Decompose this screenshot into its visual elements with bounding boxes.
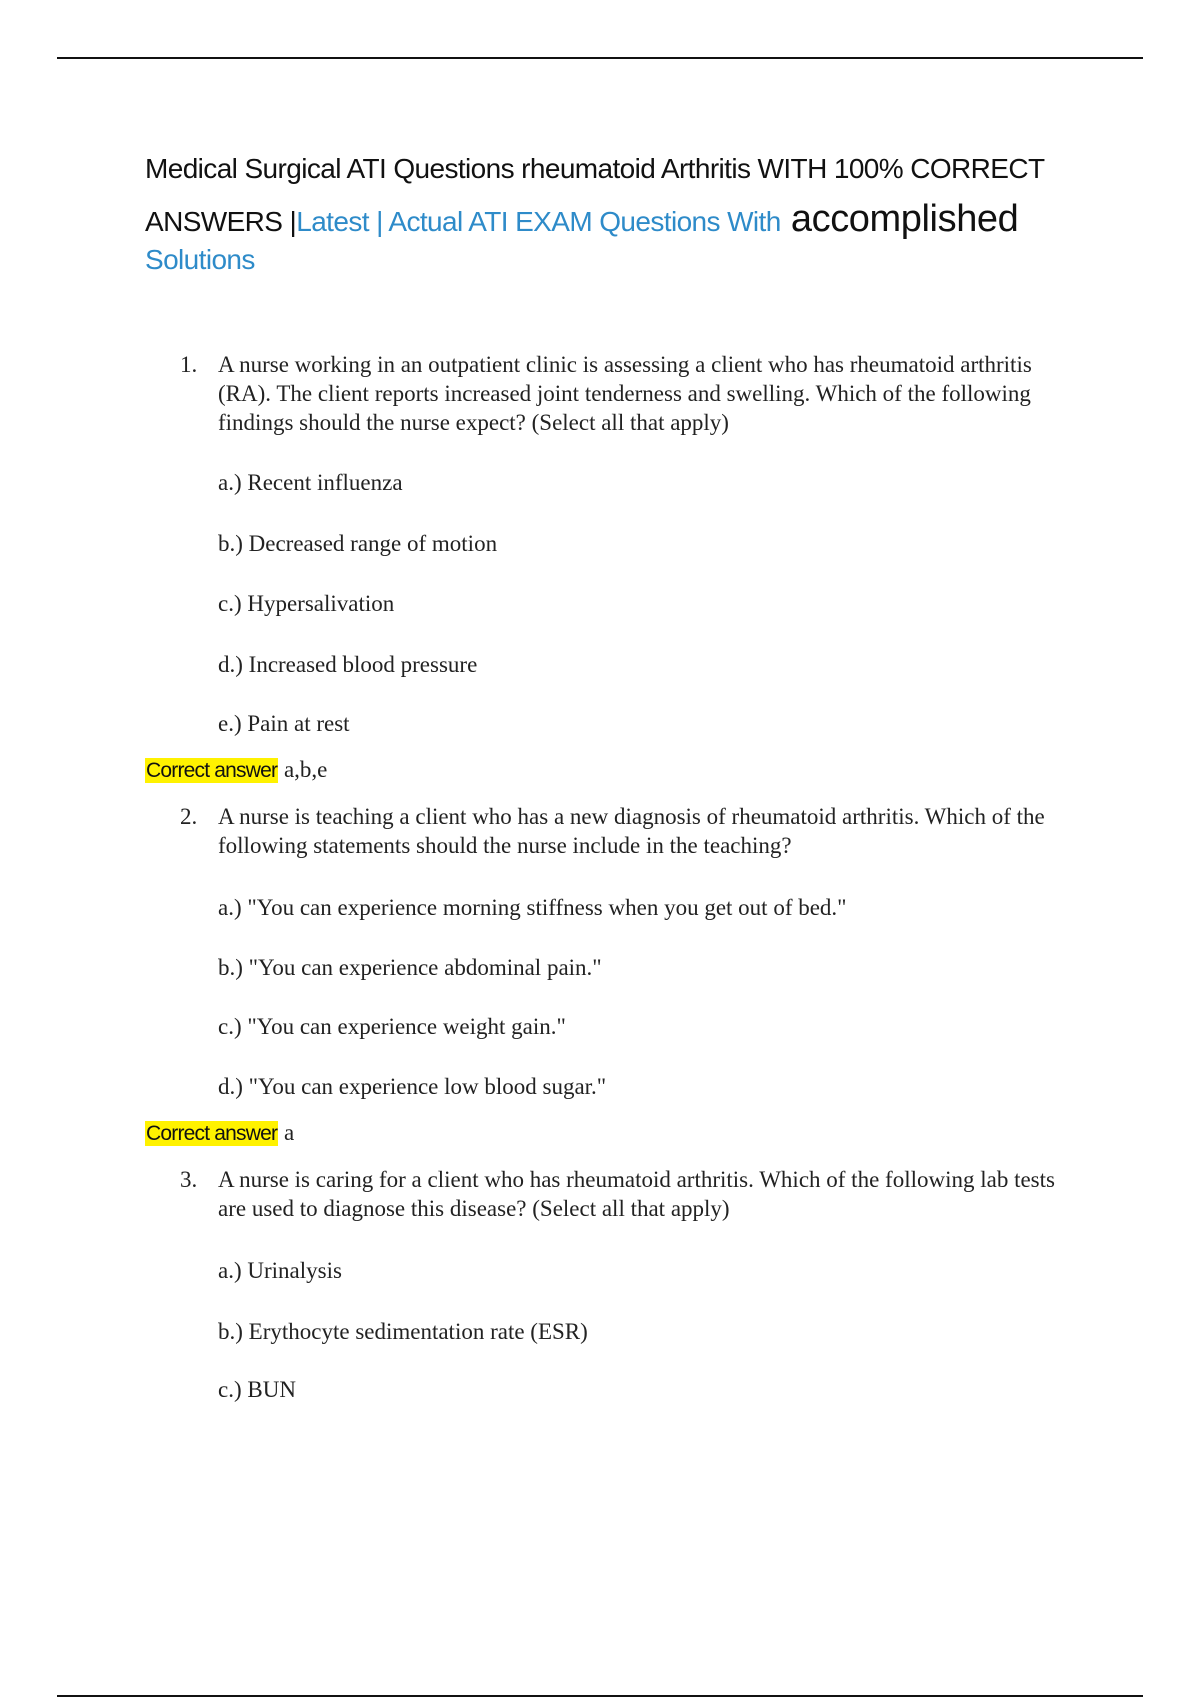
option-1e: e.) Pain at rest <box>218 711 350 736</box>
correct-answer-label: Correct answer <box>146 1122 278 1145</box>
option-3a: a.) Urinalysis <box>218 1258 342 1283</box>
title-line-1: Medical Surgical ATI Questions rheumatoid Arthritis WITH 100% CORRECT <box>145 153 1045 184</box>
option-2d: d.) "You can experience low blood sugar." <box>218 1074 607 1099</box>
question-text: A nurse is teaching a client who has a new diagnosis of rheumatoid arthritis. Which of the following statements should the nurse include in the teaching? <box>218 804 1045 858</box>
option-2b: b.) "You can experience abdominal pain." <box>218 955 602 980</box>
question-number: 1. <box>180 352 198 377</box>
title-line-2-prefix: ANSWERS | <box>145 206 297 237</box>
question-1 <box>180 350 1080 437</box>
option-3b: b.) Erythocyte sedimentation rate (ESR) <box>218 1319 588 1344</box>
option-2c: c.) "You can experience weight gain." <box>218 1014 566 1039</box>
question-text: A nurse working in an outpatient clinic is assessing a client who has rheumatoid arthritis (RA). The client reports increased joint tenderness and swelling. Which of the following findings should the nurse expect? (Select all that apply) <box>218 352 1032 435</box>
correct-answer-2 <box>145 1118 294 1148</box>
title-line-2-highlight: Latest | Actual ATI EXAM Questions With <box>296 206 781 237</box>
footer-rule <box>57 1695 1143 1697</box>
question-3 <box>180 1165 1080 1223</box>
header-rule <box>57 57 1143 59</box>
option-1b: b.) Decreased range of motion <box>218 531 498 556</box>
title-line-2-accomplished: accomplished <box>780 198 1019 240</box>
correct-answer-1 <box>145 755 327 785</box>
correct-answer-label: Correct answer <box>146 759 278 782</box>
question-text: A nurse is caring for a client who has rheumatoid arthritis. Which of the following lab tests are used to diagnose this disease? (Select all that apply) <box>218 1167 1055 1221</box>
option-1c: c.) Hypersalivation <box>218 591 395 616</box>
question-2 <box>180 802 1080 860</box>
option-1a: a.) Recent influenza <box>218 470 403 495</box>
correct-answer-value: a <box>278 1120 295 1145</box>
option-2a: a.) "You can experience morning stiffness when you get out of bed." <box>218 895 847 920</box>
document-title <box>145 143 1145 277</box>
option-3c: c.) BUN <box>218 1377 296 1402</box>
question-number: 3. <box>180 1167 198 1192</box>
correct-answer-value: a,b,e <box>278 757 328 782</box>
title-line-3: Solutions <box>145 244 255 275</box>
option-1d: d.) Increased blood pressure <box>218 652 478 677</box>
question-number: 2. <box>180 804 198 829</box>
